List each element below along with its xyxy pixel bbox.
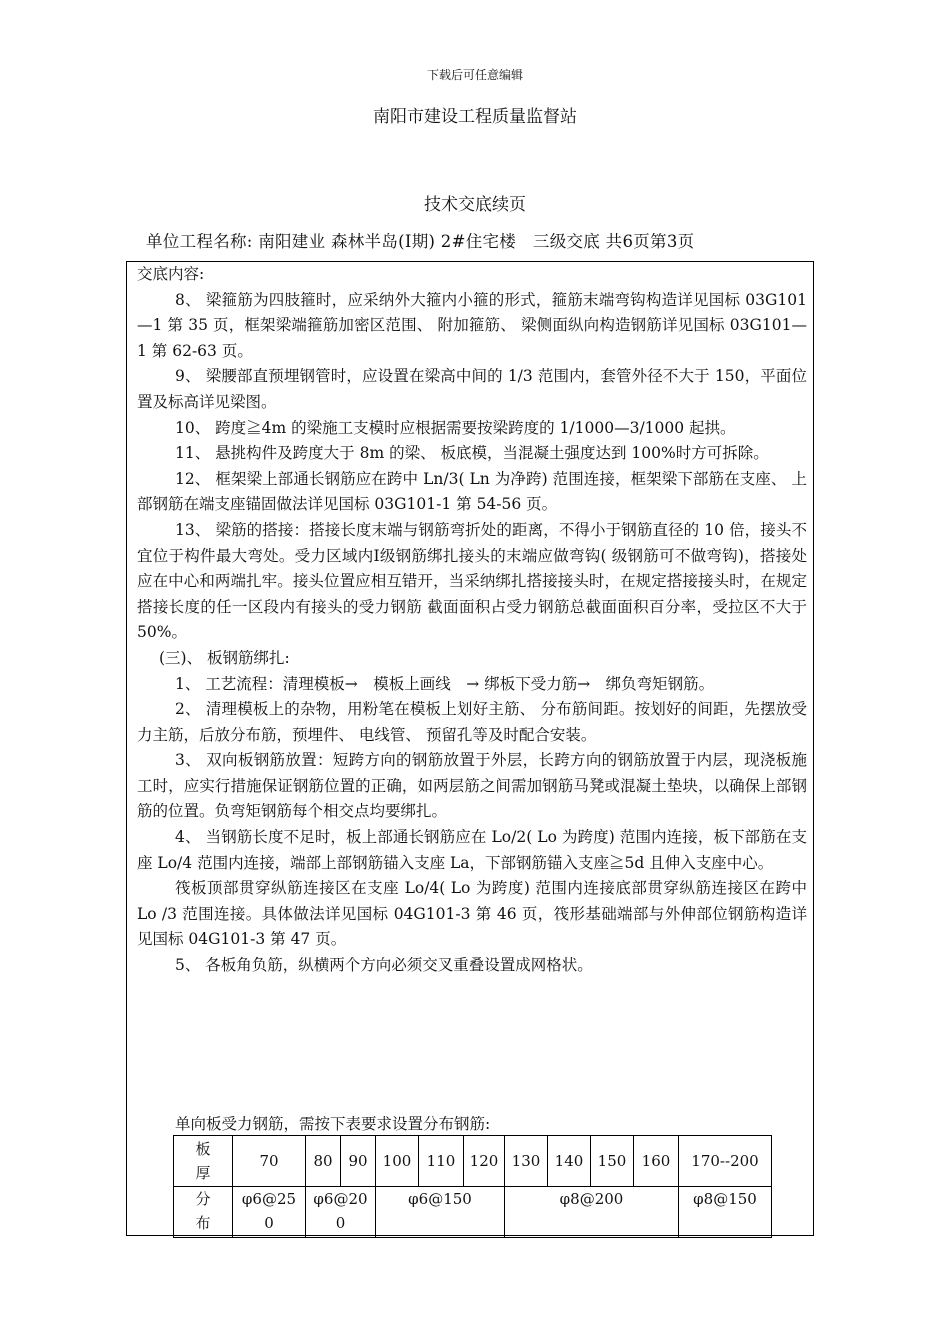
table-cell: 120	[464, 1136, 505, 1187]
paragraph-9: 9、 梁腰部直预埋钢管时，应设置在梁高中间的 1/3 范围内，套管外径不大于 150，平面位置及标高详见梁图。	[137, 367, 807, 411]
table-cell: 110	[419, 1136, 464, 1187]
table-cell: φ8@150	[679, 1187, 772, 1238]
table-row-spacing	[174, 1187, 772, 1238]
step-4: 4、 当钢筋长度不足时，板上部通长钢筋应在 Lo/2( Lo 为跨度) 范围内连接，板下部筋在支座 Lo/4 范围内连接，端部上部钢筋锚入支座 La，下部钢筋锚入支座≧5d 且伸入支座中心。	[137, 828, 807, 872]
table-cell: 150	[591, 1136, 634, 1187]
table-cell: 90	[341, 1136, 376, 1187]
step-2: 2、 清理模板上的杂物，用粉笔在模板上划好主筋、 分布筋间距。按划好的间距，先摆放受力主筋，后放分布筋，预埋件、 电线管、 预留孔等及时配合安装。	[137, 700, 807, 744]
row-header-thickness	[174, 1136, 233, 1187]
project-meta-line: 单位工程名称: 南阳建业 森林半岛(Ⅰ期) 2#住宅楼 三级交底 共6页第3页	[146, 232, 695, 251]
table-cell: φ6@150	[376, 1187, 505, 1238]
paragraph-11: 11、 悬挑构件及跨度大于 8m 的梁、 板底模，当混凝土强度达到 100%时方可拆除。	[175, 444, 769, 463]
table-cell: φ8@200	[505, 1187, 679, 1238]
table-caption: 单向板受力钢筋，需按下表要求设置分布钢筋:	[175, 1115, 491, 1133]
row-header-spacing-label: 分布	[195, 1190, 211, 1232]
paragraph-13: 13、 梁筋的搭接：搭接长度末端与钢筋弯折处的距离，不得小于钢筋直径的 10 倍，接头不宜位于构件最大弯处。受力区域内Ⅰ级钢筋绑扎接头的末端应做弯钩( 级钢筋可不做弯钩)，搭接处应在中心和两端扎牢。接头位置应相互错开，当采纳绑扎搭接接头时，在规定搭接接头时，在规定搭接长度的任一区段内有接头的受力钢筋 截面面积占受力钢筋总截面面积百分率，受拉区不大于 50%。	[137, 520, 807, 642]
step-1: 1、 工艺流程：清理模板→ 模板上画线 → 绑板下受力筋→ 绑负弯矩钢筋。	[175, 674, 715, 693]
table-cell: 140	[548, 1136, 591, 1187]
top-note: 下载后可任意编辑	[426, 68, 523, 82]
content-label: 交底内容:	[137, 265, 205, 283]
table-cell: 170--200	[679, 1136, 772, 1187]
spacing-value: φ6@250	[241, 1190, 297, 1232]
paragraph-12: 12、 框架梁上部通长钢筋应在跨中 Ln/3( Ln 为净跨) 范围连接，框架梁下部筋在支座、 上部钢筋在端支座锚固做法详见国标 03G101-1 第 54-56 页。	[137, 469, 807, 514]
table-cell	[233, 1187, 306, 1238]
section-3-heading: (三)、 板钢筋绑扎:	[159, 648, 290, 667]
table-row-thickness	[174, 1136, 772, 1187]
paragraph-10: 10、 跨度≧4m 的梁施工支模时应根据需要按梁跨度的 1/1000—3/1000 起拱。	[175, 418, 736, 437]
step-3: 3、 双向板钢筋放置：短跨方向的钢筋放置于外层，长跨方向的钢筋放置于内层，现浇板施工时，应实行措施保证钢筋位置的正确，如两层筋之间需加钢筋马凳或混凝土垫块，以确保上部钢筋的位置。负弯矩钢筋每个相交点均要绑扎。	[137, 751, 807, 821]
briefing-content	[137, 262, 807, 979]
table-cell: 130	[505, 1136, 548, 1187]
table-cell: 100	[376, 1136, 419, 1187]
paragraph-8: 8、 梁箍筋为四肢箍时，应采纳外大箍内小箍的形式，箍筋末端弯钩构造详见国标 03G101—1 第 35 页，框架梁端箍筋加密区范围、 附加箍筋、 梁侧面纵向构造钢筋详见国标 03G101—1 第 62-63 页。	[137, 290, 807, 360]
content-box	[126, 261, 814, 1236]
spacing-value: φ6@200	[313, 1190, 368, 1232]
table-cell	[306, 1187, 376, 1238]
step-5: 5、 各板角负筋，纵横两个方向必须交叉重叠设置成网格状。	[175, 956, 593, 975]
table-cell: 160	[634, 1136, 679, 1187]
document-title: 技术交底续页	[424, 195, 526, 215]
table-cell: 70	[233, 1136, 306, 1187]
table-cell: 80	[306, 1136, 341, 1187]
row-header-thickness-label: 板厚	[195, 1140, 211, 1182]
distribution-rebar-table	[173, 1135, 772, 1238]
step-4-raft: 筏板顶部贯穿纵筋连接区在支座 Lo/4( Lo 为跨度) 范围内连接底部贯穿纵筋连接区在跨中 Lo /3 范围连接。具体做法详见国标 04G101-3 第 46 页，筏形基础端部与外伸部位钢筋构造详见国标 04G101-3 第 47 页。	[137, 879, 807, 949]
row-header-spacing	[174, 1187, 233, 1238]
organization-name: 南阳市建设工程质量监督站	[373, 107, 577, 127]
